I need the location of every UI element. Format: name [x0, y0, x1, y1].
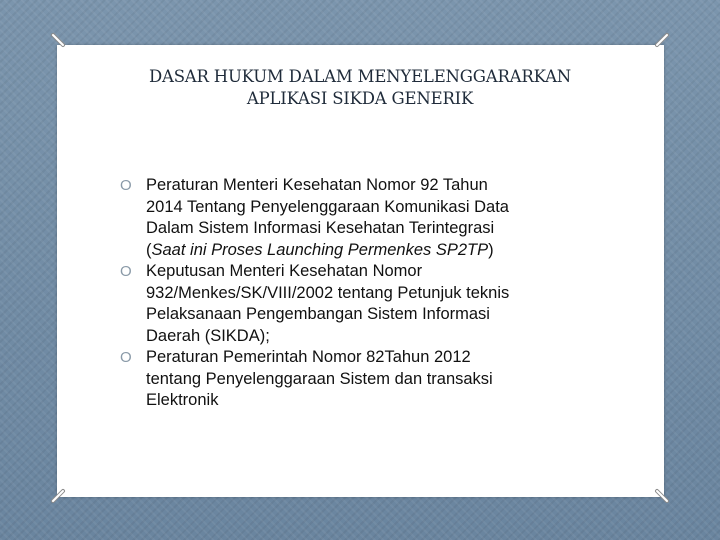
list-item: [118, 261, 618, 347]
bullet-marker: O: [120, 263, 132, 280]
bullet-text-line: Pelaksanaan Pengembangan Sistem Informasi: [146, 305, 490, 323]
bullet-marker: O: [120, 177, 132, 194]
list-item: [118, 347, 618, 412]
bullet-text-line: Keputusan Menteri Kesehatan Nomor: [146, 262, 423, 280]
bullet-text-line: Peraturan Menteri Kesehatan Nomor 92 Tahun: [146, 176, 488, 194]
bullet-text-line: tentang Penyelenggaraan Sistem dan transaksi: [146, 369, 493, 388]
paren-close: ): [488, 240, 494, 259]
slide-title-line: APLIKASI SIKDA GENERIK: [246, 89, 474, 108]
bullet-text-line: Dalam Sistem Informasi Kesehatan Terintegrasi: [146, 219, 495, 237]
paren-open: (: [146, 240, 152, 259]
list-item: [118, 175, 618, 261]
bullet-list: [118, 175, 618, 412]
bullet-marker: O: [120, 349, 132, 366]
launching-note: Saat ini Proses Launching Permenkes SP2TP: [151, 240, 489, 259]
slide-title: [80, 66, 640, 110]
bullet-text-line: 932/Menkes/SK/VIII/2002 tentang Petunjuk teknis: [146, 283, 510, 302]
bullet-text-line: Peraturan Pemerintah Nomor 82Tahun 2012: [146, 348, 471, 366]
pin-icon: [48, 30, 70, 52]
pin-icon: [48, 484, 70, 506]
bullet-text-line: Daerah (SIKDA);: [146, 326, 270, 345]
bullet-text-line: [146, 240, 618, 262]
pin-icon: [650, 30, 672, 52]
bullet-text-line: 2014 Tentang Penyelenggaraan Komunikasi Data: [146, 197, 509, 216]
bullet-text-line: Elektronik: [146, 391, 219, 409]
pin-icon: [650, 484, 672, 506]
slide-title-line: DASAR HUKUM DALAM MENYELENGGARARKAN: [148, 67, 572, 86]
